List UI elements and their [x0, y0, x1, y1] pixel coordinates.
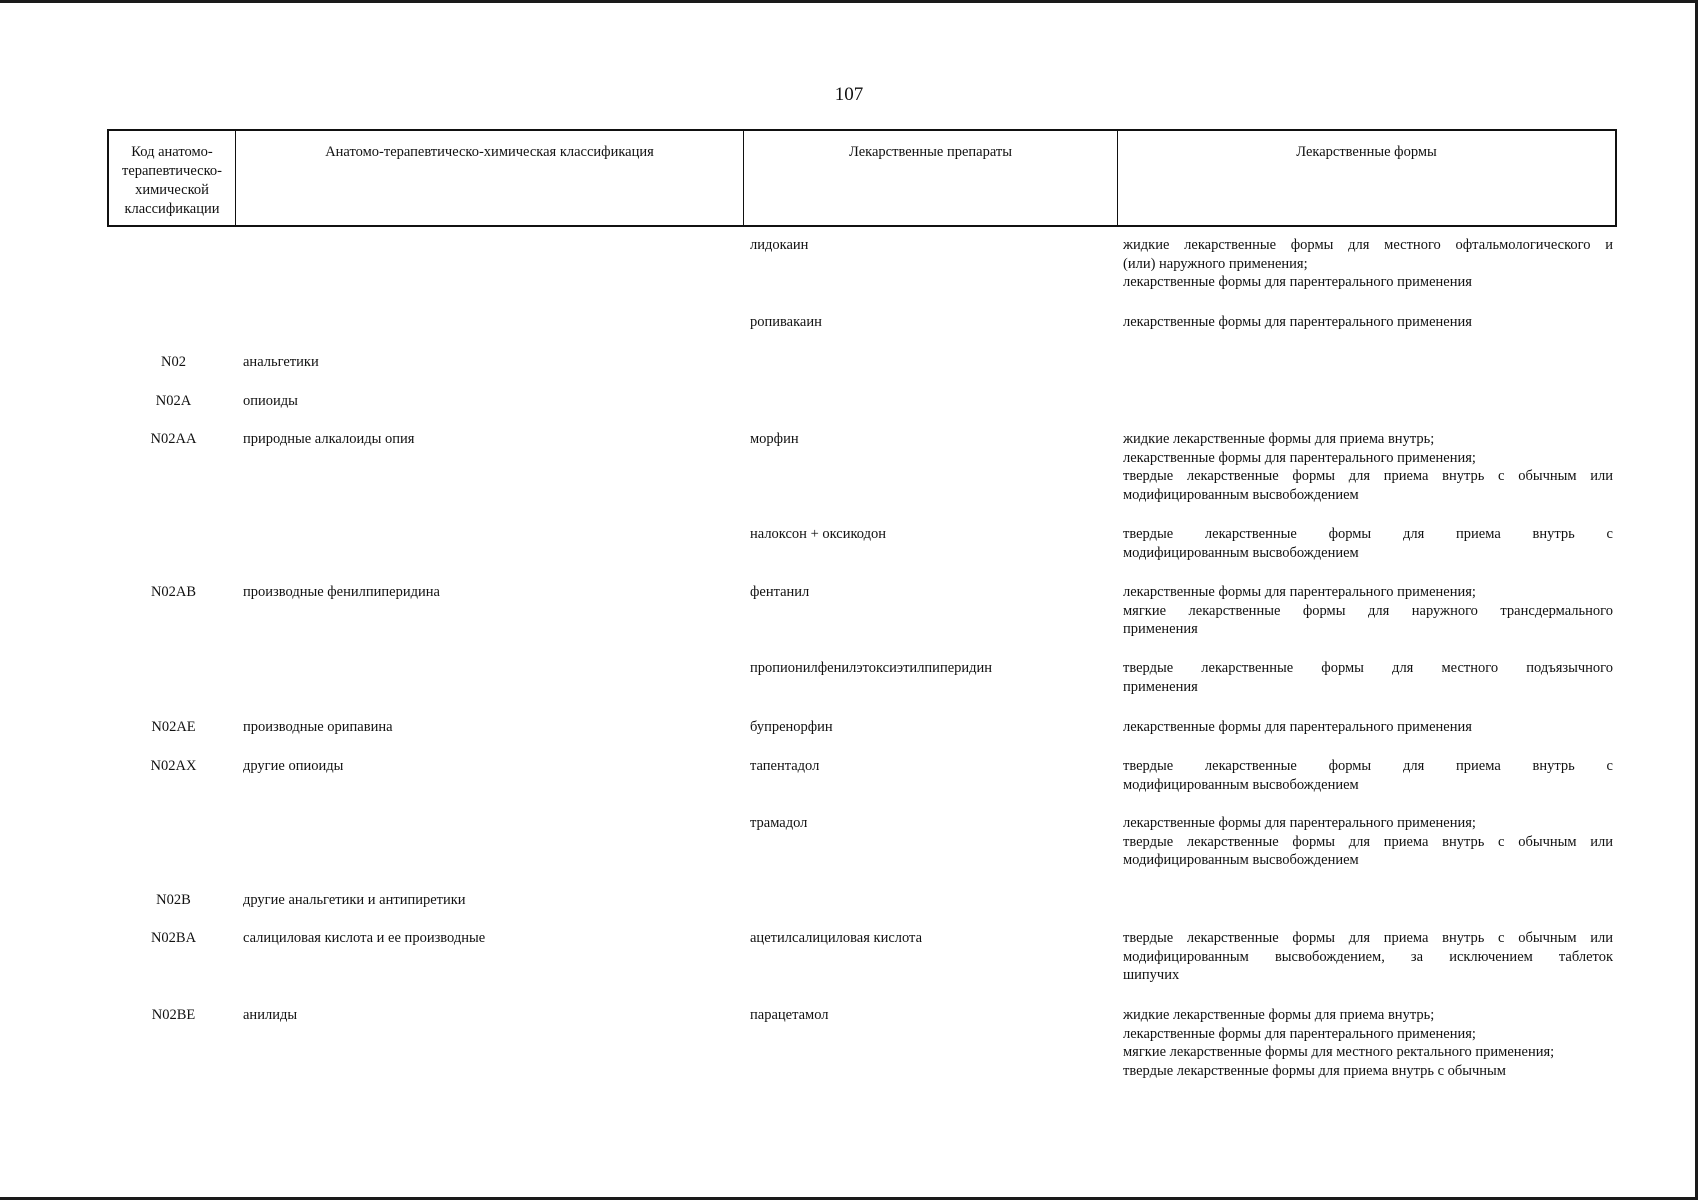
atc-classification: другие опиоиды — [243, 758, 344, 774]
dosage-forms — [1123, 718, 1613, 737]
drug-name: морфин — [750, 431, 799, 447]
atc-classification: анилиды — [243, 1007, 298, 1023]
dosage-form-line: твердые лекарственные формы для местного подъязычного — [1123, 660, 1613, 676]
dosage-forms — [1123, 757, 1613, 794]
dosage-form-line: модифицированным высвобождением — [1123, 544, 1359, 561]
dosage-form-line: мягкие лекарственные формы для наружного трансдермального — [1123, 602, 1613, 619]
dosage-form-line: модифицированным высвобождением, за исключением таблеток — [1123, 948, 1613, 965]
dosage-forms — [1123, 659, 1613, 696]
atc-classification: производные фенилпиперидина — [243, 584, 440, 600]
dosage-form-line: лекарственные формы для парентерального применения; — [1123, 584, 1476, 600]
dosage-forms — [1123, 1006, 1613, 1080]
atc-classification: салициловая кислота и ее производные — [243, 930, 486, 946]
atc-classification: анальгетики — [243, 354, 319, 370]
dosage-form-line: лекарственные формы для парентерального применения — [1123, 719, 1472, 735]
drug-name: бупренорфин — [750, 719, 833, 735]
dosage-form-line: твердые лекарственные формы для приема внутрь с обычным — [1123, 1062, 1506, 1079]
atc-code: N02BE — [151, 1007, 196, 1023]
dosage-form-line: жидкие лекарственные формы для местного офтальмологического и — [1123, 237, 1613, 253]
atc-code: N02 — [161, 354, 186, 370]
drug-name: ацетилсалициловая кислота — [750, 930, 923, 946]
atc-classification: природные алкалоиды опия — [243, 431, 415, 447]
dosage-forms — [1123, 430, 1613, 504]
dosage-forms — [1123, 929, 1613, 985]
dosage-forms — [1123, 313, 1613, 332]
dosage-form-line: шипучих — [1123, 967, 1180, 983]
dosage-form-line: твердые лекарственные формы для приема внутрь с обычным или — [1123, 833, 1613, 850]
drug-name: тапентадол — [750, 758, 820, 774]
table-header — [107, 129, 1617, 227]
atc-code: N02A — [155, 393, 192, 409]
dosage-form-line: лекарственные формы для парентерального применения — [1123, 274, 1472, 290]
atc-code: N02BA — [150, 930, 197, 946]
dosage-form-line: мягкие лекарственные формы для местного ректального применения; — [1123, 1044, 1555, 1060]
dosage-form-line: лекарственные формы для парентерального применения; — [1123, 815, 1476, 831]
dosage-form-line: твердые лекарственные формы для приема внутрь с обычным или — [1123, 468, 1613, 484]
dosage-forms — [1123, 583, 1613, 639]
atc-classification: другие анальгетики и антипиретики — [243, 892, 466, 908]
dosage-form-line: применения — [1123, 678, 1198, 695]
atc-code: N02AA — [150, 431, 197, 447]
atc-classification: опиоиды — [243, 393, 298, 409]
drug-name: фентанил — [750, 584, 810, 600]
scan-edge-top — [0, 0, 1698, 3]
drug-name: ропивакаин — [750, 314, 822, 330]
dosage-form-line: лекарственные формы для парентерального применения — [1123, 314, 1472, 330]
dosage-form-line: твердые лекарственные формы для приема внутрь с обычным или — [1123, 930, 1613, 946]
dosage-form-line: жидкие лекарственные формы для приема внутрь; — [1123, 1007, 1435, 1023]
dosage-form-line: (или) наружного применения; — [1123, 255, 1308, 272]
atc-code: N02AB — [150, 584, 197, 600]
drug-name: трамадол — [750, 815, 808, 831]
header-code: Код анатомо-терапевтическо-химической классификации — [109, 131, 236, 225]
dosage-form-line: лекарственные формы для парентерального применения; — [1123, 1025, 1476, 1042]
drug-name: лидокаин — [750, 237, 809, 253]
atc-code: N02AX — [150, 758, 197, 774]
header-forms: Лекарственные формы — [1296, 144, 1437, 160]
dosage-forms — [1123, 814, 1613, 870]
dosage-form-line: твердые лекарственные формы для приема внутрь с — [1123, 758, 1613, 774]
drug-name: пропионилфенилэтоксиэтилпиперидин — [750, 660, 993, 676]
dosage-form-line: твердые лекарственные формы для приема внутрь с — [1123, 526, 1613, 542]
dosage-form-line: модифицированным высвобождением — [1123, 486, 1359, 503]
dosage-forms — [1123, 525, 1613, 562]
atc-code: N02B — [156, 892, 191, 908]
atc-classification: производные орипавина — [243, 719, 393, 735]
atc-code: N02AE — [151, 719, 196, 735]
dosage-form-line: модифицированным высвобождением — [1123, 776, 1359, 793]
drug-name: налоксон + оксикодон — [750, 526, 887, 542]
header-drugs: Лекарственные препараты — [744, 131, 1118, 225]
dosage-form-line: жидкие лекарственные формы для приема внутрь; — [1123, 431, 1435, 447]
drug-name: парацетамол — [750, 1007, 829, 1023]
dosage-form-line: применения — [1123, 621, 1198, 637]
dosage-form-line: лекарственные формы для парентерального применения; — [1123, 449, 1476, 466]
page-number: 107 — [834, 84, 864, 105]
header-classification: Анатомо-терапевтическо-химическая классификация — [236, 131, 744, 225]
dosage-form-line: модифицированным высвобождением — [1123, 852, 1359, 868]
dosage-forms — [1123, 236, 1613, 292]
